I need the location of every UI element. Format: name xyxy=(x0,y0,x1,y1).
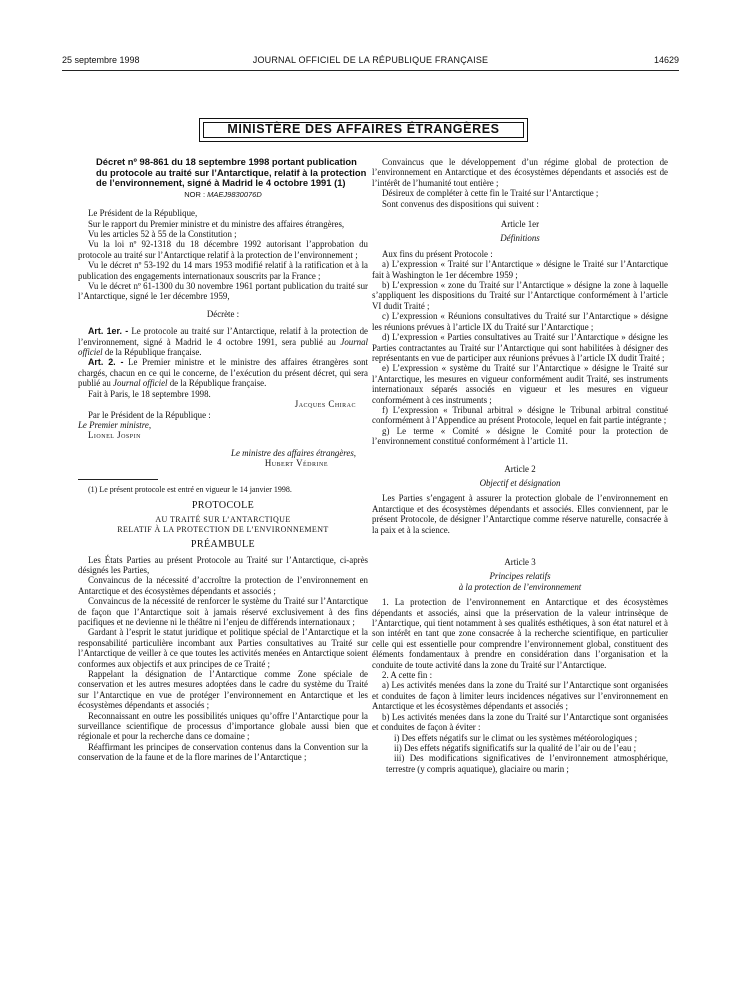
article-1-journal: Journal officiel xyxy=(78,336,368,358)
fm-title: Le ministre des affaires étrangères, xyxy=(231,447,356,458)
spacer xyxy=(78,441,368,448)
article-3-subitem: i) Des effets négatifs sur le climat ou les systèmes météorologiques ; xyxy=(394,732,638,743)
decree-article-1 xyxy=(78,326,368,357)
definition-item: g) Le terme « Comité » désigne le Comité pour la protection de l’environnement constitué conformément à l’article 11. xyxy=(372,425,668,447)
footnote: (1) Le présent protocole est entré en vigueur le 14 janvier 1998. xyxy=(88,484,292,494)
article-3-heading: Article 3 xyxy=(504,557,536,567)
running-header xyxy=(62,55,679,69)
article-2-label: Art. 2. - xyxy=(88,357,124,368)
spacer xyxy=(372,447,668,454)
article-2-text-end: de la République française. xyxy=(169,378,267,389)
header-rule xyxy=(62,70,679,71)
header-date: 25 septembre 1998 xyxy=(62,55,140,65)
decree-line: Sur le rapport du Premier ministre et du ministre des affaires étrangères, xyxy=(88,218,345,229)
article-3-subitem: iii) Des modifications significatives de l’environnement atmosphérique, terrestre (y compris aquatique), glaciaire ou marin ; xyxy=(386,753,668,774)
decrete-label: Décrète : xyxy=(206,308,240,319)
preamble-paragraph: Désireux de compléter à cette fin le Traité sur l’Antarctique ; xyxy=(382,188,599,199)
right-column xyxy=(372,157,668,774)
article-2-title: Objectif et désignation xyxy=(479,477,561,488)
article-2-text: Les Parties s’engagent à assurer la protection globale de l’environnement en Antarctique et des écosystèmes dépendants et associés. Elles conviennent, par le présent Protocole, de désigner l’Antarctique comme réserve naturelle, consacrée à la paix et à la science. xyxy=(372,493,668,535)
article-3-title-1: Principes relatifs xyxy=(489,571,551,582)
preamble-paragraph: Convaincus que le développement d’un régime global de protection de l’environnement en Antarctique et des écosystèmes dépendants et associés est de l’intérêt de l’humanité tout entière ; xyxy=(372,157,668,188)
definition-item: f) L’expression « Tribunal arbitral » désigne le Tribunal arbitral constitué conformément à l’Appendice au présent Protocole, lequel en fait partie intégrante ; xyxy=(372,404,668,426)
spacer xyxy=(78,302,368,309)
preamble-paragraph: Les États Parties au présent Protocole au Traité sur l’Antarctique, ci-après désignés les Parties, xyxy=(78,554,368,575)
header-page-number: 14629 xyxy=(653,55,679,65)
article-3-subitem: ii) Des effets négatifs significatifs sur la qualité de l’air ou de l’eau ; xyxy=(394,742,637,753)
article-3-paragraph: b) Les activités menées dans la zone du Traité sur l’Antarctique sont organisées et conduites de façon à éviter : xyxy=(372,711,668,733)
article-2-heading: Article 2 xyxy=(504,463,536,474)
preamble-paragraph: Convaincus de la nécessité de renforcer le système du Traité sur l’Antarctique de façon que l’Antarctique soit à jamais réservé exclusivement à des fins pacifiques et ne devienne ni le théâtre ni l’enjeu de différends internationaux ; xyxy=(78,596,368,627)
left-column xyxy=(78,157,368,763)
signer-president: Jacques Chirac xyxy=(294,399,356,410)
article-1-label: Art. 1er. - xyxy=(88,326,129,337)
decree-line: Vu les articles 52 à 55 de la Constitution ; xyxy=(88,229,237,239)
fm-name: Hubert Védrine xyxy=(264,458,328,469)
article-3-title-2: à la protection de l’environnement xyxy=(458,581,582,592)
article-1-intro: Aux fins du présent Protocole : xyxy=(382,248,493,259)
preamble-paragraph: Reconnaissant en outre les possibilités uniques qu’offre l’Antarctique pour la surveillance scientifique de processus d’importance globale aussi bien que régionale et pour la recherche dans ce domaine ; xyxy=(78,710,368,742)
footnote-rule xyxy=(78,479,158,480)
article-1-text-end: de la République française. xyxy=(104,347,202,358)
header-journal-title: JOURNAL OFFICIEL DE LA RÉPUBLIQUE FRANÇAISE xyxy=(252,55,489,65)
ministry-banner: MINISTÈRE DES AFFAIRES ÉTRANGÈRES xyxy=(199,118,528,142)
article-3-paragraph: 2. A cette fin : xyxy=(382,670,433,681)
protocol-title: PROTOCOLE xyxy=(191,499,255,511)
preamble-paragraph: Rappelant la désignation de l’Antarctique comme Zone spéciale de conservation et les autres mesures adoptées dans le cadre du système du Traité sur l’Antarctique en vue de protéger l’environnement en Antarctique et les écosystèmes dépendants et associés ; xyxy=(78,669,368,711)
decree-line: Vu le décret nº 61-1300 du 30 novembre 1961 portant publication du traité sur l’Antarctique, signé le 1er décembre 1959, xyxy=(78,281,368,302)
decree-nor xyxy=(78,190,368,200)
decree-line: Le Président de la République, xyxy=(88,208,198,219)
definition-item: c) L’expression « Réunions consultatives du Traité sur l’Antarctique » désigne les réunions prévues à l’article IX du Traité sur l’Antarctique ; xyxy=(372,311,668,332)
article-1-title: Définitions xyxy=(500,233,540,244)
nor-label: NOR : xyxy=(184,189,206,199)
preamble-paragraph: Gardant à l’esprit le statut juridique et politique spécial de l’Antarctique et la responsabilité particulière incombant aux Parties consultatives au Traité sur l’Antarctique de veiller à ce que toutes les activités menées en Antarctique soient conformes aux objectifs et aux principes de ce Traité ; xyxy=(78,627,368,669)
article-2-journal: Journal officiel xyxy=(113,378,168,389)
protocol-subtitle-1: AU TRAITÉ SUR L’ANTARCTIQUE xyxy=(155,515,291,525)
preamble-title: PRÉAMBULE xyxy=(190,539,256,551)
decree-line: Vu la loi nº 92-1318 du 18 décembre 1992 autorisant l’approbation du protocole au traité sur l’Antarctique relatif à la protection de l’environnement ; xyxy=(78,239,368,260)
article-1-heading: Article 1er xyxy=(500,219,540,230)
article-3-paragraph: 1. La protection de l’environnement en Antarctique et des écosystèmes dépendants et associés, ainsi que la préservation de la valeur intrinsèque de l’Antarctique, qui tient notamment à ses qualités esthétiques, à son état naturel et à son intérêt en tant que zone consacrée à la recherche scientifique, en particulier celle qui est essentielle pour comprendre l’environnement global, constituent des éléments fondamentaux à prendre en considération dans l’organisation et la conduite de toute activité dans la zone du Traité sur l’Antarctique. xyxy=(372,597,668,670)
decree-done: Fait à Paris, le 18 septembre 1998. xyxy=(88,388,211,399)
decree-article-2 xyxy=(78,357,368,388)
pm-name: Lionel Jospin xyxy=(88,430,141,441)
definition-item: d) L’expression « Parties consultatives au Traité sur l’Antarctique » désigne les Parties contractantes au Traité sur l’Antarctique qui sont habilitées à désigner des représentants en vue de participer aux réunions prévues à l’article IX dudit Traité ; xyxy=(372,332,668,363)
definition-item: e) L’expression « système du Traité sur l’Antarctique » désigne le Traité sur l’Antarctique, les mesures en vigueur conformément audit Traité, ses instruments internationaux séparés associés en vigueur et les mesures en vigueur conformément à ces instruments ; xyxy=(372,363,668,405)
pm-title: Le Premier ministre, xyxy=(78,419,152,430)
decree-line: Vu le décret nº 53-192 du 14 mars 1953 modifié relatif à la ratification et à la publication des engagements internationaux souscrits par la France ; xyxy=(78,260,368,281)
preamble-paragraph: Convaincus de la nécessité d’accroître la protection de l’environnement en Antarctique et des écosystèmes dépendants et associés ; xyxy=(78,575,368,596)
spacer xyxy=(372,535,668,547)
protocol-subtitle-2: RELATIF À LA PROTECTION DE L’ENVIRONNEMENT xyxy=(117,524,329,534)
spacer xyxy=(78,319,368,326)
nor-value: MAEJ9830076D xyxy=(207,189,262,199)
definition-item: a) L’expression « Traité sur l’Antarctique » désigne le Traité sur l’Antarctique fait à Washington le 1er décembre 1959 ; xyxy=(372,259,668,280)
by-president: Par le Président de la République : xyxy=(88,409,211,420)
article-2-text: Le Premier ministre et le ministre des affaires étrangères sont chargés, chacun en ce qui le concerne, de l’exécution du présent décret, qui sera publié au xyxy=(78,357,369,389)
preamble-paragraph: Sont convenus des dispositions qui suivent : xyxy=(382,198,539,209)
article-3-paragraph: a) Les activités menées dans la zone du Traité sur l’Antarctique sont organisées et conduites de façon à limiter leurs incidences négatives sur l’environnement en Antarctique et les écosystèmes dépendants et associés ; xyxy=(372,680,668,712)
decree-title: Décret nº 98-861 du 18 septembre 1998 portant publication du protocole au traité sur l’Antarctique, relatif à la protection de l’environnement, signé à Madrid le 4 octobre 1991 (1) xyxy=(96,156,367,189)
definition-item: b) L’expression « zone du Traité sur l’Antarctique » désigne la zone à laquelle s’appliquent les dispositions du Traité sur l’Antarctique conformément à l’article VI dudit Traité ; xyxy=(372,280,668,311)
article-1-text: Le protocole au traité sur l’Antarctique, relatif à la protection de l’environnement, signé à Madrid le 4 octobre 1991, sera publié au xyxy=(78,326,368,347)
preamble-paragraph: Réaffirmant les principes de conservation contenus dans la Convention sur la conservation de la faune et de la flore marines de l’Antarctique ; xyxy=(78,741,368,763)
